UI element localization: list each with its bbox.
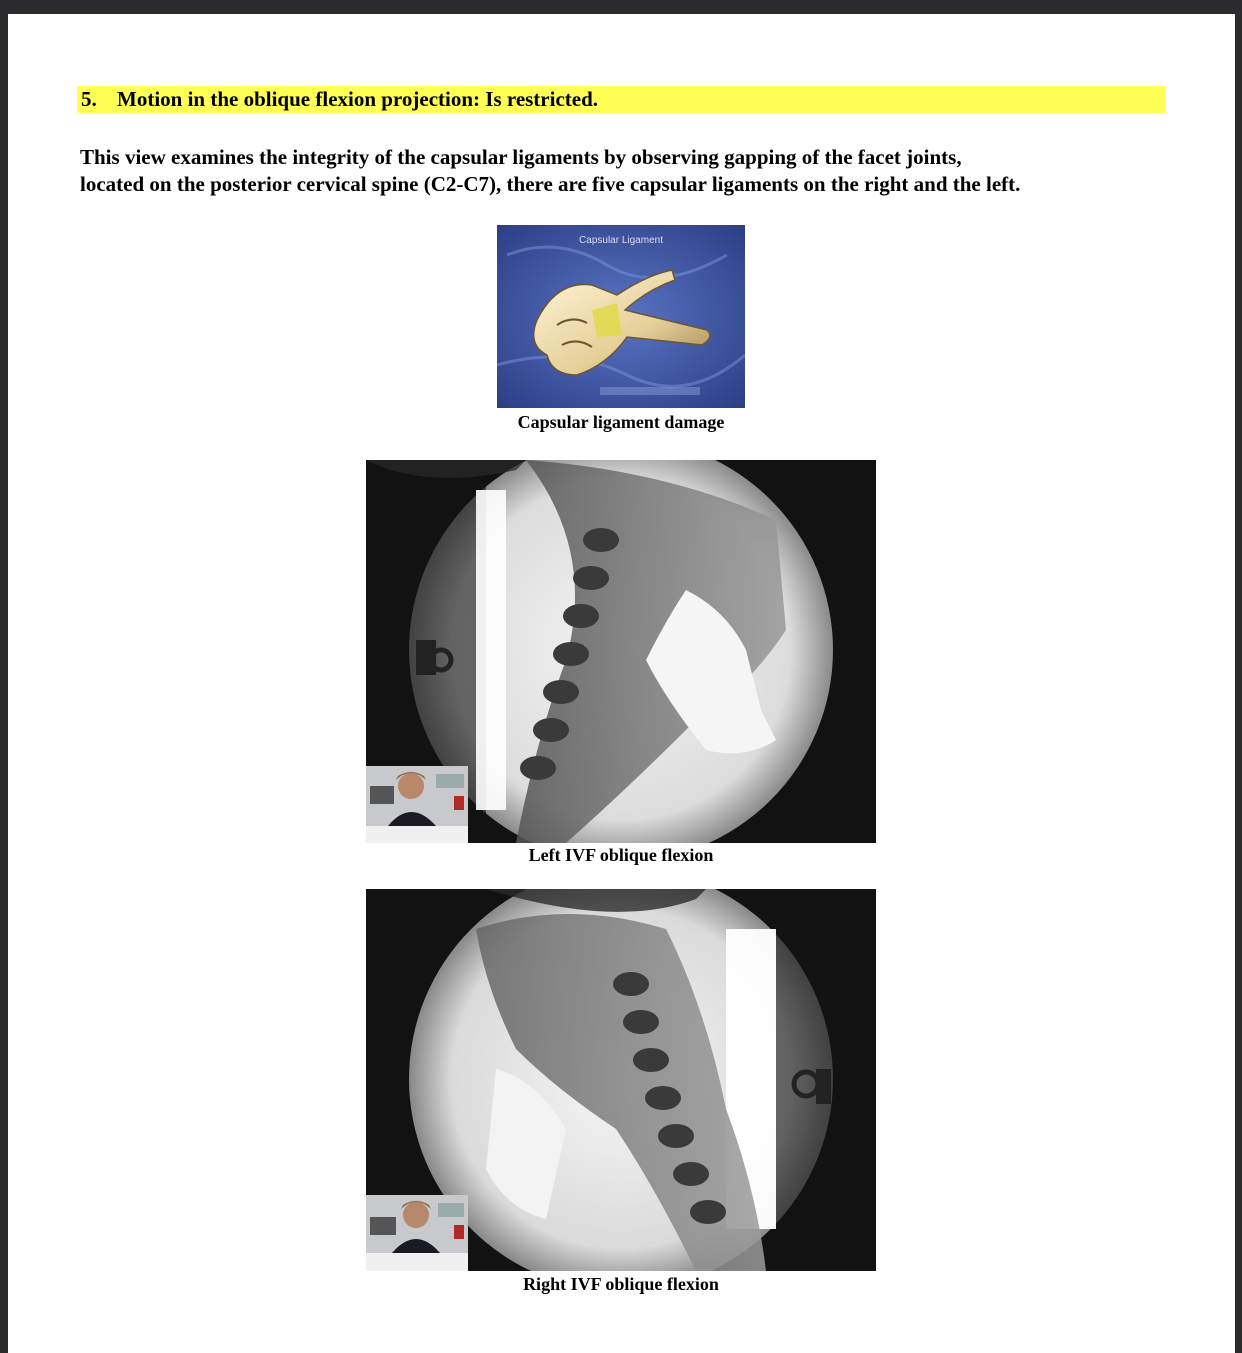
illustration-overlay-title: Capsular Ligament (579, 235, 663, 246)
right-patient-video-inset (366, 1195, 468, 1271)
left-patient-video-inset (366, 766, 468, 843)
section-title: Motion in the oblique flexion projection: Is restricted. (117, 87, 599, 111)
section-number: 5. (81, 87, 97, 111)
capsular-ligament-illustration (497, 225, 745, 408)
paragraph-line-2: located on the posterior cervical spine (C2-C7), there are five capsular ligaments on the right and the left. (80, 172, 1021, 196)
ligament-caption: Capsular ligament damage (517, 412, 725, 432)
document-page (8, 14, 1235, 1353)
paragraph-line-1: This view examines the integrity of the capsular ligaments by observing gapping of the facet joints, (80, 145, 962, 169)
section-heading (77, 86, 1165, 113)
body-paragraph (80, 144, 1180, 198)
right-xray-caption: Right IVF oblique flexion (523, 1274, 719, 1294)
left-xray-caption: Left IVF oblique flexion (528, 845, 714, 865)
